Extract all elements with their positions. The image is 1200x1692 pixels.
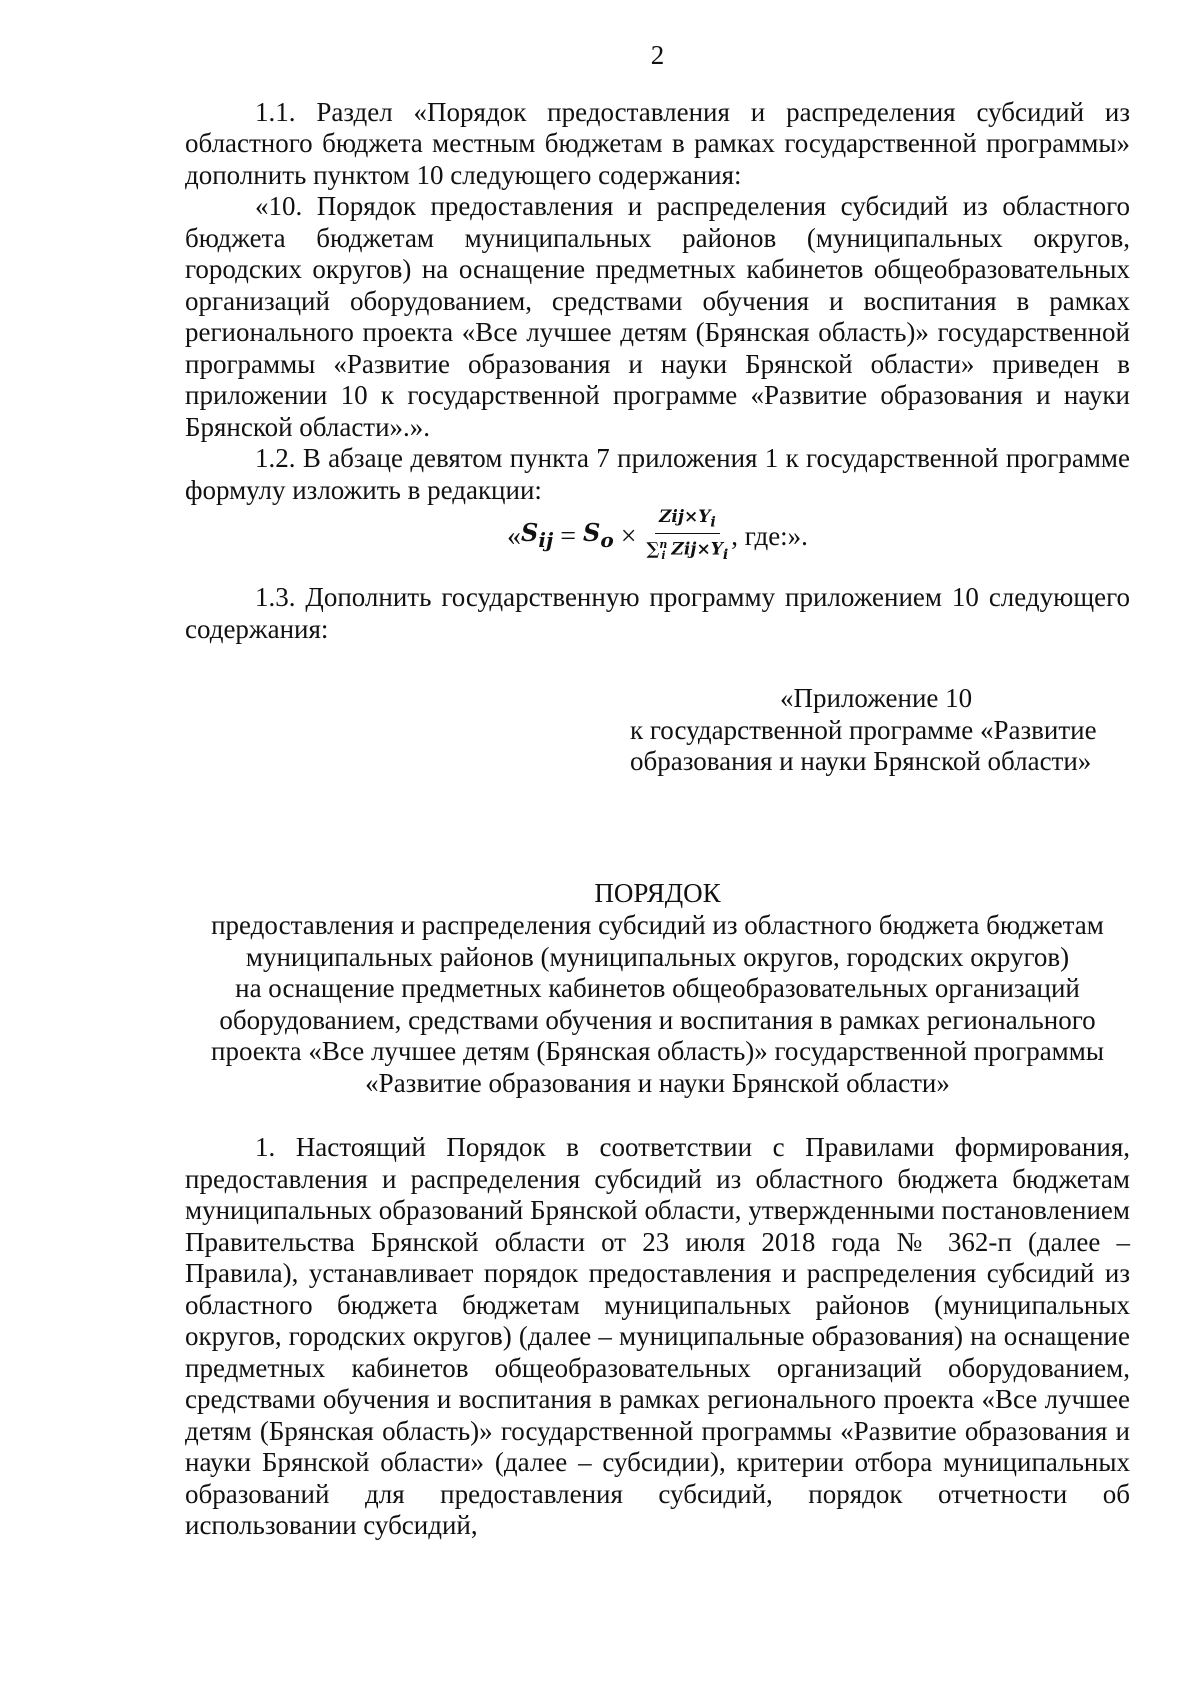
procedure-subtitle-line-4: оборудованием, средствами обучения и воспитания в рамках регионального	[219, 1004, 1096, 1035]
appendix-block	[630, 683, 1130, 778]
procedure-title: ПОРЯДОК	[594, 877, 721, 908]
formula-tail: , где:».	[731, 520, 808, 551]
section-1-2: 1.2. В абзаце девятом пункта 7 приложения 1 к государственной программе формулу изложить в редакции:	[185, 443, 1130, 505]
procedure-subtitle-line-3: на оснащение предметных кабинетов общеобразовательных организаций	[235, 973, 1080, 1003]
formula-lhs: $S_{ij}$	[521, 518, 554, 552]
formula-fraction	[647, 508, 729, 565]
formula-times: ×	[613, 520, 644, 552]
page-number: 2	[650, 40, 665, 70]
formula-s0: $S_o$	[583, 518, 614, 552]
section-1-3: 1.3. Дополнить государственную программу приложением 10 следующего содержания:	[185, 582, 1130, 644]
appendix-line-1: «Приложение 10	[780, 683, 973, 713]
document-page	[185, 40, 1130, 1542]
procedure-subtitle-line-2: муниципальных районов (муниципальных округов, городских округов)	[245, 941, 1070, 972]
appendix-line-3: образования и науки Брянской области»	[630, 746, 1092, 776]
procedure-subtitle-line-5: проекта «Все лучшее детям (Брянская область)» государственной программы	[211, 1036, 1104, 1066]
appendix-line-2: к государственной программе «Развитие	[630, 714, 1097, 745]
procedure-heading	[185, 878, 1130, 1100]
formula-open-quote: «	[507, 520, 522, 552]
formula	[507, 508, 808, 565]
paragraph-1: 1. Настоящий Порядок в соответствии с Правилами формирования, предоставления и распределения субсидий из областного бюджета бюджетам муниципальных образований Брянской области, утвержденными постановлением Правительства Брянской области от 23 июля 2018 года № 362-п (далее – Правила), устанавливает порядок предоставления и распределения субсидий из областного бюджета бюджетам муниципальных районов (муниципальных округов, городских округов) (далее – муниципальные образования) на оснащение предметных кабинетов общеобразовательных организаций оборудованием, средствами обучения и воспитания в рамках регионального проекта «Все лучшее детям (Брянская область)» государственной программы «Развитие образования и науки Брянской области» (далее – субсидии), критерии отбора муниципальных образований для предоставления субсидий, порядок отчетности об использовании субсидий,	[185, 1132, 1130, 1540]
section-1-1: 1.1. Раздел «Порядок предоставления и распределения субсидий из областного бюджета местным бюджетам в рамках государственной программы» дополнить пунктом 10 следующего содержания:	[185, 96, 1130, 190]
procedure-subtitle-line-1: предоставления и распределения субсидий из областного бюджета бюджетам	[211, 910, 1104, 940]
formula-line	[185, 508, 1130, 568]
procedure-subtitle-line-6: «Развитие образования и науки Брянской области»	[365, 1067, 950, 1098]
formula-equals: =	[553, 520, 584, 552]
formula-numerator: $Zij\times Y_i$	[655, 508, 720, 534]
section-1-1-quote: «10. Порядок предоставления и распределения субсидий из областного бюджета бюджетам муниципальных районов (муниципальных округов, городских округов) на оснащение предметных кабинетов общеобразовательных организаций оборудованием, средствами обучения и воспитания в рамках регионального проекта «Все лучшее детям (Брянская область)» государственной программы «Развитие образования и науки Брянской области» приведен в приложении 10 к государственной программе «Развитие образования и науки Брянской области».».	[185, 191, 1130, 442]
formula-denominator: ∑$^n_i$ $Zij\times Y_i$	[646, 538, 729, 564]
